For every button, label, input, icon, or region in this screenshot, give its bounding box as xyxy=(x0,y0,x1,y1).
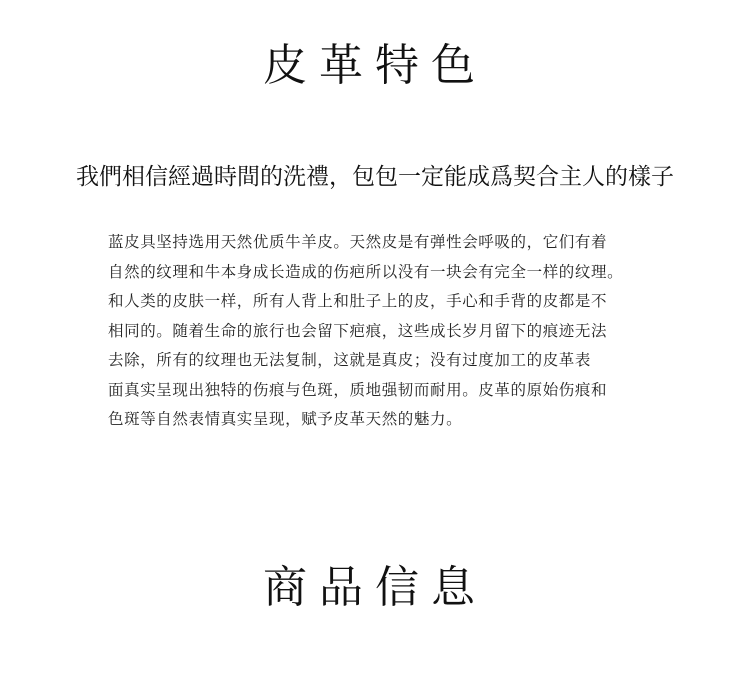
description-line: 去除，所有的纹理也无法复制，这就是真皮；没有过度加工的皮革表 xyxy=(108,351,592,369)
description-line: 面真实呈现出独特的伤痕与色斑，质地强韧而耐用。皮革的原始伤痕和 xyxy=(108,380,608,399)
description-line: 相同的。随着生命的旅行也会留下疤痕，这些成长岁月留下的痕迹无法 xyxy=(108,321,608,340)
description-line: 和人类的皮肤一样，所有人背上和肚子上的皮，手心和手背的皮都是不 xyxy=(108,292,608,310)
description-line: 自然的纹理和牛本身成长造成的伤疤所以没有一块会有完全一样的纹理。 xyxy=(108,262,624,281)
description-line: 色斑等自然表情真实呈现，赋予皮革天然的魅力。 xyxy=(108,410,463,428)
section-title-leather-features: 皮革特色 xyxy=(263,40,487,91)
section-title-product-info: 商品信息 xyxy=(263,562,487,613)
description-paragraph xyxy=(108,228,708,435)
tagline: 我們相信經過時間的洗禮，包包一定能成爲契合主人的樣子 xyxy=(76,164,674,190)
description-line: 蓝皮具坚持选用天然优质牛羊皮。天然皮是有弹性会呼吸的，它们有着 xyxy=(108,233,608,251)
